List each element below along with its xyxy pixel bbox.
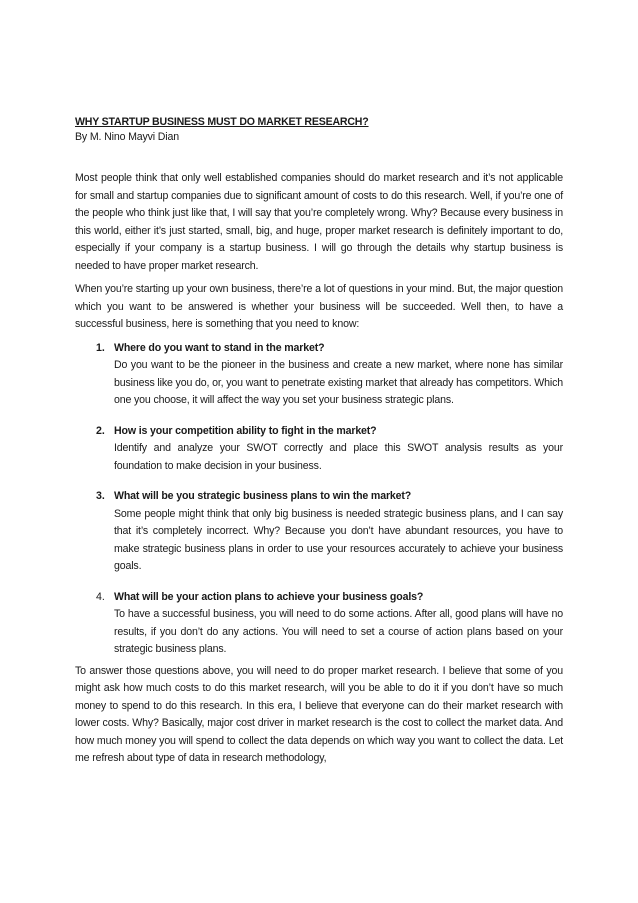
list-item-number: 1.: [96, 341, 105, 354]
list-item-number: 2.: [96, 424, 105, 437]
author-byline: By M. Nino Mayvi Dian: [75, 131, 179, 143]
intro-paragraph: Most people think that only well established companies should do market research and it’s not applicable for small and startup companies due to significant amount of costs to do this research. Well, if you’re one of the people who think just like that, I will say that you’re completely wrong. Why? Because every business in this world, either it’s just started, small, big, and huge, proper market research is definitely important to do, especially if your company is a startup business. I will go through the details why startup business is needed to have proper market research.: [75, 172, 563, 272]
list-item-text: Do you want to be the pioneer in the business and create a new market, where none has similar business like you do, or, you want to penetrate existing market that already has competitors. Which one you choose, it will affect the way you set your business strategic plans.: [114, 359, 563, 406]
closing-paragraph: To answer those questions above, you will need to do proper market research. I believe that some of you might ask how much costs to do this market research, will you be able to do it if you don’t have so much money to spend to do this research. In this era, I believe that everyone can do their market research with lower costs. Why? Basically, major cost driver in market research is the cost to collect the market data. And how much money you will spend to collect the data depends on which way you want to collect the data. Let me refresh about type of data in research methodology,: [75, 664, 563, 764]
list-item-heading: What will be your action plans to achieve your business goals?: [114, 590, 424, 603]
list-item-number: 3.: [96, 490, 105, 502]
list-item-heading: Where do you want to stand in the market?: [114, 341, 325, 354]
list-item-text: Some people might think that only big business is needed strategic business plans, and I can say that it’s completely incorrect. Why? Because you don’t have abundant resources, you have to make strategic business plans in order to use your resources accurately to achieve your business goals.: [114, 507, 563, 572]
list-item-heading: How is your competition ability to fight in the market?: [114, 424, 377, 437]
document-title: WHY STARTUP BUSINESS MUST DO MARKET RESEARCH?: [75, 116, 369, 128]
questions-intro-paragraph: When you’re starting up your own business, there’re a lot of questions in your mind. But, the major question which you want to be answered is whether your business will be succeeded. Well then, to have a successful business, here is something that you need to know:: [75, 283, 563, 330]
list-item-text: To have a successful business, you will need to do some actions. After all, good plans will have no results, if you don’t do any actions. You will need to set a course of action plans based on your strategic business plans.: [114, 608, 563, 655]
list-item: [75, 488, 563, 576]
document-page: [75, 115, 563, 774]
list-item: [75, 423, 563, 476]
list-item-heading: What will be you strategic business plans to win the market?: [114, 490, 412, 502]
list-item-number: 4.: [96, 590, 105, 603]
questions-list: [75, 340, 563, 659]
list-item: [75, 340, 563, 410]
list-item-text: Identify and analyze your SWOT correctly and place this SWOT analysis results as your foundation to make decision in your business.: [114, 442, 563, 472]
list-item: [75, 589, 563, 659]
